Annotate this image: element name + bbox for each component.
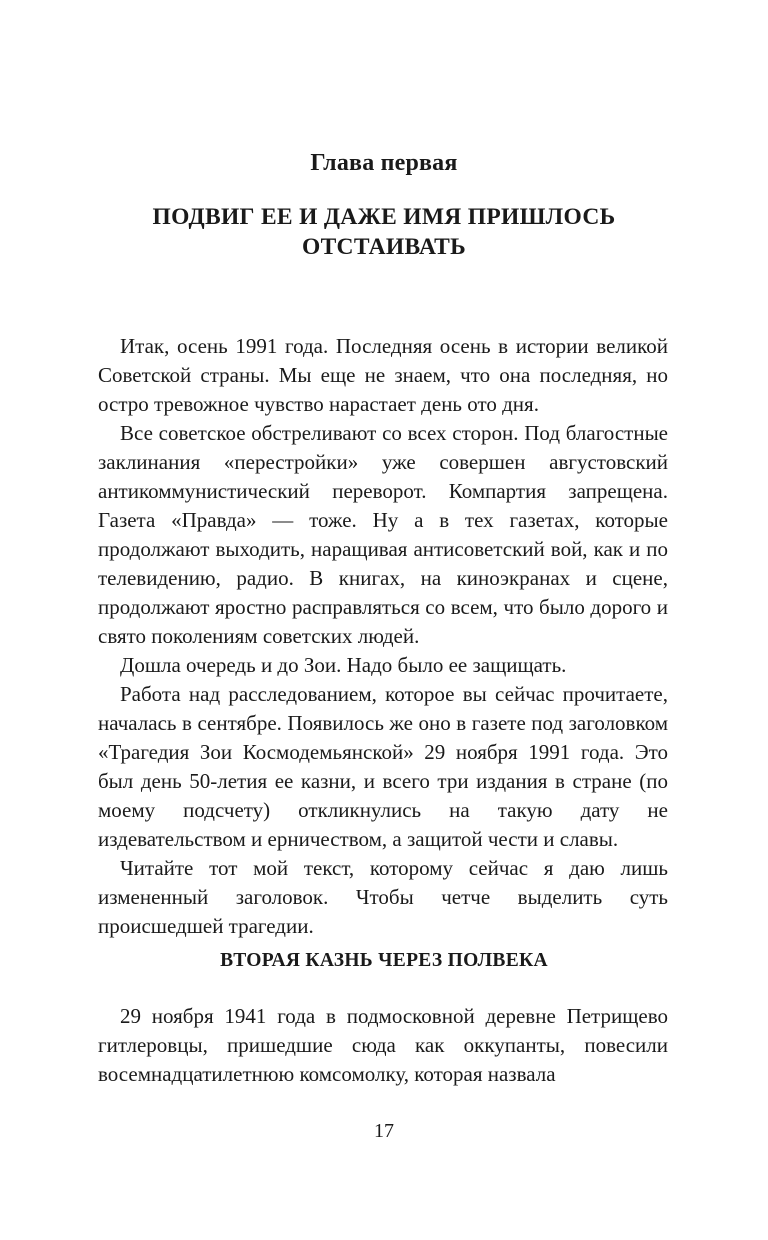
- paragraph: Итак, осень 1991 года. Последняя осень в истории великой Советской страны. Мы еще не знаем, что она последняя, но остро тревожное чувство нарастает день ото дня.: [98, 334, 668, 416]
- paragraph: 29 ноября 1941 года в подмосковной деревне Петрищево гитлеровцы, пришедшие сюда как оккупанты, повесили восемнадцатилетнюю комсомолку, которая назвала: [98, 1004, 668, 1086]
- chapter-label: Глава первая: [310, 150, 458, 176]
- paragraph: Все советское обстреливают со всех сторон. Под благостные заклинания «перестройки» уже совершен августовский антикоммунистический переворот. Компартия запрещена. Газета «Правда» — тоже. Ну а в тех газетах, которые продолжают выходить, наращивая антисоветский вой, как и по телевидению, радио. В книгах, на киноэкранах и сцене, продолжают яростно расправляться со всем, что было дорого и свято поколениям советских людей.: [98, 421, 668, 648]
- section-title: ВТОРАЯ КАЗНЬ ЧЕРЕЗ ПОЛВЕКА: [220, 950, 548, 971]
- intro-text: [98, 332, 668, 941]
- section-text: [98, 1002, 668, 1089]
- paragraph: Дошла очередь и до Зои. Надо было ее защищать.: [120, 653, 567, 677]
- paragraph: Работа над расследованием, которое вы сейчас прочитаете, началась в сентябре. Появилось же оно в газете под заголовком «Трагедия Зои Космодемьянской» 29 ноября 1991 года. Это был день 50-летия ее казни, и всего три издания в стране (по моему подсчету) откликнулись на такую дату не издевательством и ерничеством, а защитой чести и славы.: [98, 682, 668, 851]
- page-number: 17: [374, 1120, 394, 1142]
- chapter-title: ПОДВИГ ЕЕ И ДАЖЕ ИМЯ ПРИШЛОСЬ ОТСТАИВАТЬ: [152, 204, 616, 260]
- paragraph: Читайте тот мой текст, которому сейчас я даю лишь измененный заголовок. Чтобы четче выделить суть происшедшей трагедии.: [98, 856, 668, 938]
